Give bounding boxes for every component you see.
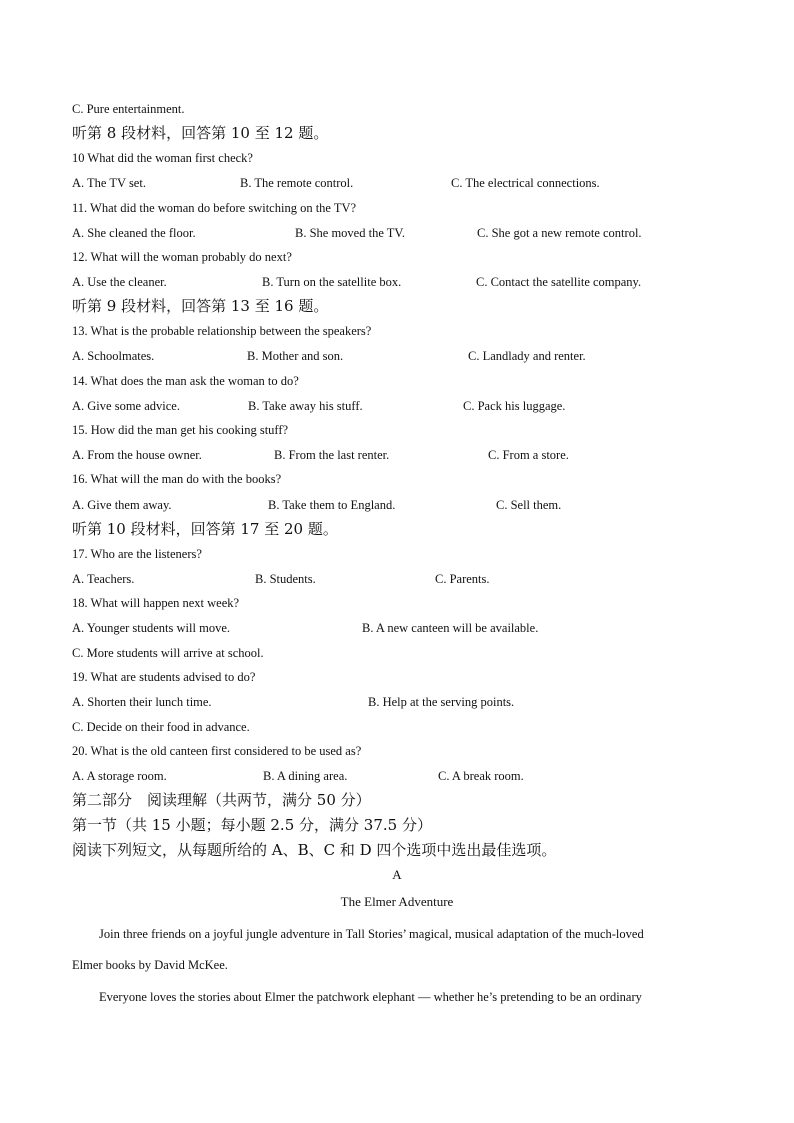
- option-b: B. Take away his stuff.: [248, 399, 363, 413]
- option-c: C. Contact the satellite company.: [476, 275, 642, 289]
- option-c: C. A break room.: [438, 769, 524, 783]
- option-a: A. Shorten their lunch time.: [72, 695, 212, 709]
- option-c: C. The electrical connections.: [451, 176, 600, 190]
- question-10: 10 What did the woman first check?: [72, 151, 253, 165]
- passage-title: The Elmer Adventure: [340, 894, 454, 909]
- paragraph-line: Everyone loves the stories about Elmer the patchwork elephant — whether he’s pretending to be an ordinary: [99, 990, 642, 1004]
- question-16: 16. What will the man do with the books?: [72, 472, 282, 486]
- question-20: 20. What is the old canteen first considered to be used as?: [72, 744, 362, 758]
- option-a: A. From the house owner.: [72, 448, 202, 462]
- option-b: B. A new canteen will be available.: [362, 621, 539, 635]
- option-b: B. Turn on the satellite box.: [262, 275, 402, 289]
- option-line: C. Pure entertainment.: [72, 102, 185, 116]
- option-a: A. Younger students will move.: [72, 621, 230, 635]
- passage-letter: A: [392, 867, 402, 882]
- option-b: B. A dining area.: [263, 769, 348, 783]
- option-c: C. Pack his luggage.: [463, 399, 566, 413]
- question-17: 17. Who are the listeners?: [72, 547, 202, 561]
- question-12: 12. What will the woman probably do next?: [72, 250, 292, 264]
- option-b: B. From the last renter.: [274, 448, 390, 462]
- question-14: 14. What does the man ask the woman to do?: [72, 374, 299, 388]
- option-a: A. Teachers.: [72, 572, 135, 586]
- option-c: C. Parents.: [435, 572, 490, 586]
- option-a: A. She cleaned the floor.: [72, 226, 196, 240]
- option-c: C. From a store.: [488, 448, 569, 462]
- section-heading: 第一节（共 15 小题；每小题 2.5 分，满分 37.5 分）: [72, 816, 432, 834]
- option-a: A. Use the cleaner.: [72, 275, 167, 289]
- question-11: 11. What did the woman do before switching on the TV?: [72, 201, 357, 215]
- section-heading: 听第 10 段材料，回答第 17 至 20 题。: [72, 520, 338, 538]
- paragraph-line: Elmer books by David McKee.: [72, 958, 228, 972]
- instructions: 阅读下列短文，从每题所给的 A、B、C 和 D 四个选项中选出最佳选项。: [72, 841, 557, 859]
- paragraph-line: Join three friends on a joyful jungle adventure in Tall Stories’ magical, musical adaptation of the much-loved: [99, 927, 644, 941]
- option-a: A. A storage room.: [72, 769, 167, 783]
- option-b: B. Mother and son.: [247, 349, 344, 363]
- option-a: A. The TV set.: [72, 176, 146, 190]
- option-b: B. The remote control.: [240, 176, 354, 190]
- question-19: 19. What are students advised to do?: [72, 670, 256, 684]
- option-c: C. Landlady and renter.: [468, 349, 586, 363]
- section-heading: 听第 9 段材料，回答第 13 至 16 题。: [72, 297, 329, 315]
- question-18: 18. What will happen next week?: [72, 596, 240, 610]
- question-13: 13. What is the probable relationship between the speakers?: [72, 324, 372, 338]
- section-heading: 听第 8 段材料，回答第 10 至 12 题。: [72, 124, 329, 142]
- option-c: C. Decide on their food in advance.: [72, 720, 250, 734]
- option-a: A. Schoolmates.: [72, 349, 155, 363]
- part-heading: 第二部分 阅读理解（共两节，满分 50 分）: [72, 791, 371, 809]
- option-b: B. Help at the serving points.: [368, 695, 515, 709]
- option-b: B. Take them to England.: [268, 498, 396, 512]
- option-c: C. Sell them.: [496, 498, 562, 512]
- option-b: B. Students.: [255, 572, 316, 586]
- question-15: 15. How did the man get his cooking stuff?: [72, 423, 289, 437]
- option-a: A. Give some advice.: [72, 399, 180, 413]
- option-c: C. More students will arrive at school.: [72, 646, 264, 660]
- option-c: C. She got a new remote control.: [477, 226, 642, 240]
- option-b: B. She moved the TV.: [295, 226, 405, 240]
- option-a: A. Give them away.: [72, 498, 172, 512]
